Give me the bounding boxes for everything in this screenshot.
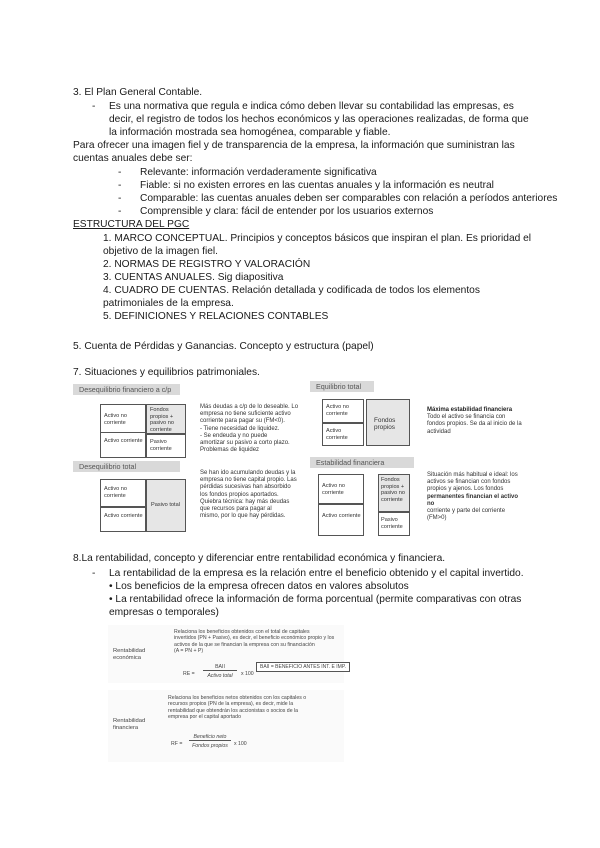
intro-line: Para ofrecer una imagen fiel y de transparencia de la empresa, la información que suministran las (73, 140, 515, 151)
fig1-pc-box (146, 434, 186, 458)
structure-line: 1. MARCO CONCEPTUAL. Principios y conceptos básicos que inspiran el plan. Es prioridad el (103, 233, 532, 244)
fig4-note-line: corriente y parte del corriente (427, 508, 506, 515)
fig3-fp-label: Fondos propios (374, 417, 396, 431)
fig4-anc-box (318, 474, 364, 504)
quality-item: Fiable: si no existen errores en las cuentas anuales y la información es neutral (140, 180, 494, 191)
fig3-anc-label: Activo no corriente (326, 404, 350, 417)
intro-line: cuentas anuales debe ser: (73, 153, 193, 164)
fig4-ac-box (318, 504, 364, 536)
bullet-dash: - (92, 568, 96, 579)
fin-desc-line: rentabilidad que obtendrán los accionistas o socios de la (168, 707, 299, 714)
econ-desc-line: Relaciona los beneficios obtenidos con el total de capitales (174, 629, 310, 635)
fig1-note (200, 404, 310, 454)
fig4-note-line: activos se financian con fondos (427, 479, 511, 486)
structure-line: objetivo de la imagen fiel. (103, 246, 218, 257)
quality-item: Relevante: información verdaderamente significativa (140, 167, 377, 178)
fig2-note (200, 470, 312, 520)
fig4-pc-label: Pasivo corriente (381, 517, 403, 530)
fig3-ac-label: Activo corriente (326, 428, 348, 441)
fig2-ac-box (100, 507, 146, 532)
fin-label: Rentabilidad financiera (113, 718, 146, 731)
pgc-definition-line: la información mostrada sea homogénea, comparable y fiable. (109, 127, 391, 138)
bullet-dash: - (118, 180, 122, 191)
pgc-definition-line: decir, el registro de todos los hechos económicos y las operaciones realizadas, de forma que (109, 114, 529, 125)
fig2-note-line: que recursos para pagar al (200, 506, 272, 513)
fig1-fp-label: Fondos propios + pasivo no corriente (150, 407, 174, 433)
fin-formula-lhs: RF = (171, 741, 183, 747)
fig1-pc-label: Pasivo corriente (150, 439, 172, 452)
fig4-note-line: permanentes financian el activo no (427, 493, 519, 507)
fig3-ac-box (322, 423, 364, 446)
fig3-note-line: Todo el activo se financia con (427, 414, 506, 421)
bullet-dash: - (118, 193, 122, 204)
fig1-band: Desequilibrio financiero a c/p (73, 384, 180, 395)
fig4-band: Estabilidad financiera (310, 457, 414, 468)
fig4-anc-label: Activo no corriente (322, 483, 346, 496)
econ-desc-line: activos de la que se financian la empresa con su financiación (174, 641, 315, 648)
section-8-heading: 8.La rentabilidad, concepto y diferenciar entre rentabilidad económica y financiera. (73, 553, 446, 564)
structure-line: 3. CUENTAS ANUALES. Sig diapositiva (103, 272, 284, 283)
fig3-note-line: fondos propios. Se da al inicio de la (427, 421, 522, 428)
fig3-anc-box (322, 399, 364, 423)
fig1-ac-label: Activo corriente (104, 438, 143, 444)
fig4-fp-box (378, 474, 410, 512)
fig4-note-line: Situación más habitual e ideal: los (427, 472, 518, 478)
fig1-note-line: - Tiene necesidad de liquidez. (200, 425, 280, 432)
fig1-note-line: empresa no tiene suficiente activo (200, 411, 291, 418)
fin-denominator: Fondos propios (192, 743, 228, 749)
econ-label: Rentabilidad económica (113, 648, 146, 661)
fig4-note (427, 472, 527, 522)
econ-desc (174, 629, 344, 654)
rentabilidad-line: • La rentabilidad ofrece la información de forma porcentual (permite comparativas con otras (109, 594, 522, 605)
quality-item: Comprensible y clara: fácil de entender por los usuarios externos (140, 206, 434, 217)
fig2-note-line: mismo, por lo que hay pérdidas. (200, 513, 286, 520)
bullet-dash: - (92, 101, 96, 112)
fig2-note-line: Se han ido acumulando deudas y la (200, 470, 296, 476)
fig3-note-line: actividad (427, 428, 451, 435)
fig2-note-line: los fondos propios aportados. (200, 491, 279, 498)
fig4-ac-label: Activo corriente (322, 513, 361, 519)
econ-formula-lhs: RE = (183, 671, 195, 677)
fig3-fp-box (366, 399, 410, 446)
econ-baii-box: BAII = BENEFICIO ANTES INT. E IMP. (256, 662, 350, 672)
fig1-note-line: corriente para pagar su (FM<0). (200, 418, 285, 425)
fin-numerator: Beneficio neto (189, 734, 231, 741)
fig4-pc-box (378, 512, 410, 536)
section-5-heading: 5. Cuenta de Pérdidas y Ganancias. Concepto y estructura (papel) (73, 341, 374, 352)
econ-denominator: Activo total (207, 673, 233, 679)
fig2-band: Desequilibrio total (73, 461, 180, 472)
fig2-note-line: pérdidas sucesivas han absorbido (200, 484, 291, 491)
fin-desc-line: recursos propios (PN de la empresa), es decir, mide la (168, 701, 294, 708)
fig4-note-line: propios y ajenos. Los fondos (427, 486, 504, 493)
fig3-note-title: Máxima estabilidad financiera (427, 407, 513, 413)
fig4-note-line: (FM>0) (427, 515, 447, 522)
econ-numerator: BAII (203, 664, 237, 671)
bullet-dash: - (118, 206, 122, 217)
fin-desc-line: empresa por el capital aportado (168, 713, 241, 720)
bullet-dash: - (118, 167, 122, 178)
fig2-anc-box (100, 479, 146, 507)
structure-line: 2. NORMAS DE REGISTRO Y VALORACIÓN (103, 259, 311, 270)
fig1-note-line: amortizar su pasivo a corto plazo. (200, 440, 290, 447)
econ-times: x 100 (241, 671, 254, 677)
fig3-note (427, 407, 527, 436)
fig1-ac-box (100, 432, 146, 458)
pgc-definition-line: Es una normativa que regula e indica cómo deben llevar su contabilidad las empresas, es (109, 101, 514, 112)
fin-times: x 100 (234, 741, 247, 747)
fin-desc-line: Relaciona los beneficios netos obtenidos con los capitales o (168, 695, 307, 701)
structure-line: 5. DEFINICIONES Y RELACIONES CONTABLES (103, 311, 329, 322)
econ-desc-line: invertidos (PN + Pasivo), es decir, el beneficio económico propio y los (174, 635, 335, 642)
structure-line: 4. CUADRO DE CUENTAS. Relación detallada y codificada de todos los elementos (103, 285, 480, 296)
fig2-note-line: empresa no tiene capital propio. Las (200, 477, 297, 484)
fig1-anc-label: Activo no corriente (104, 413, 128, 426)
fig1-note-line: Problemas de liquidez (200, 447, 260, 454)
fig2-pasivo-box (146, 479, 186, 532)
fig1-note-line: Más deudas a c/p de lo deseable. Lo (200, 404, 299, 410)
structure-line: patrimoniales de la empresa. (103, 298, 234, 309)
fig2-pasivo-label: Pasivo total (151, 502, 180, 508)
fig2-note-line: Quiebra técnica: hay más deudas (200, 498, 290, 505)
section-7-heading: 7. Situaciones y equilibrios patrimoniales. (73, 367, 260, 378)
fig2-anc-label: Activo no corriente (104, 486, 128, 499)
rentabilidad-line: La rentabilidad de la empresa es la relación entre el beneficio obtenido y el capital invertido. (109, 568, 524, 579)
structure-title: ESTRUCTURA DEL PGC (73, 219, 190, 230)
fig1-note-line: - Se endeuda y no puede (200, 432, 268, 439)
econ-desc-line: (A = PN + P) (174, 647, 204, 654)
quality-item: Comparable: las cuentas anuales deben ser comparables con relación a períodos anteriores (140, 193, 558, 204)
fig1-fp-box (146, 404, 186, 434)
fig4-fp-label: Fondos propios + pasivo no corriente (381, 477, 405, 503)
section-3-heading: 3. El Plan General Contable. (73, 87, 203, 98)
rentabilidad-line: empresas o temporales) (109, 607, 219, 618)
fig3-band: Equilibrio total (310, 381, 374, 392)
rentabilidad-line: • Los beneficios de la empresa ofrecen datos en valores absolutos (109, 581, 409, 592)
fig2-ac-label: Activo corriente (104, 513, 143, 519)
fin-desc (168, 695, 340, 720)
